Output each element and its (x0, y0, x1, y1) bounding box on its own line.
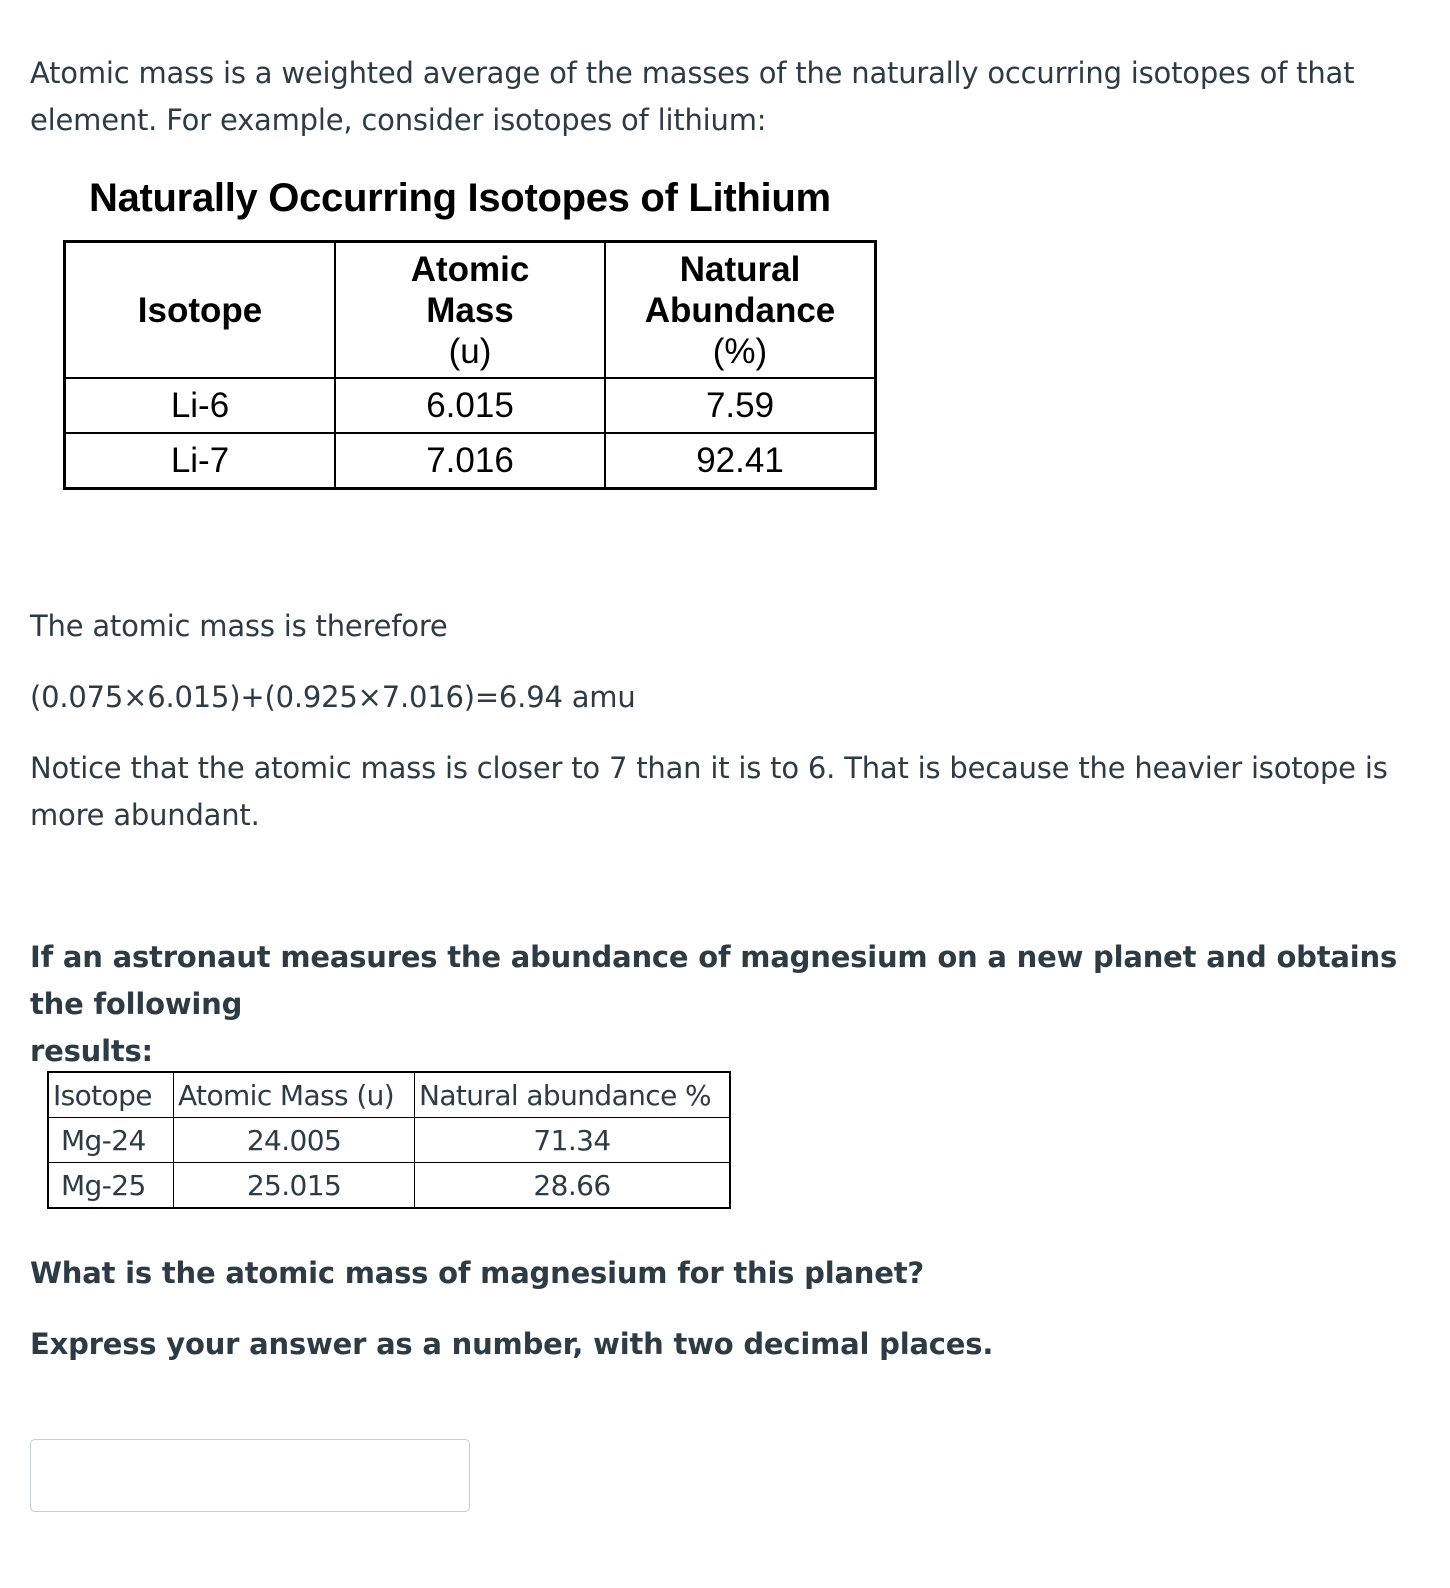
cell-mass: 24.005 (174, 1118, 415, 1163)
cell-mass: 6.015 (335, 378, 605, 433)
question-intro (30, 934, 1450, 1075)
cell-isotope: Li-6 (65, 378, 336, 433)
header-atomic-mass-line2: Mass (426, 290, 514, 330)
intro-line-2: element. For example, consider isotopes of lithium: (30, 103, 767, 137)
notice-line-2: more abundant. (30, 798, 260, 832)
equation-text: (0.075×6.015)+(0.925×7.016)=6.94 amu (30, 680, 636, 714)
header-abundance-unit: (%) (712, 331, 768, 371)
header-natural-abundance: Natural abundance % (415, 1072, 731, 1118)
notice-paragraph (30, 745, 1388, 839)
intro-paragraph (30, 50, 1354, 144)
lithium-isotope-table (63, 240, 877, 490)
cell-abundance: 28.66 (415, 1163, 731, 1209)
answer-input[interactable] (30, 1439, 470, 1512)
header-isotope: Isotope (65, 242, 336, 379)
instruction-text: Express your answer as a number, with two decimal places. (30, 1327, 994, 1361)
question-intro-line-2: results: (30, 1034, 153, 1068)
cell-mass: 25.015 (174, 1163, 415, 1209)
header-atomic-mass (335, 242, 605, 379)
header-abundance-line1: Natural (679, 249, 801, 289)
cell-abundance: 7.59 (605, 378, 876, 433)
cell-isotope: Li-7 (65, 433, 336, 489)
table-row (48, 1118, 730, 1163)
cell-abundance: 71.34 (415, 1118, 731, 1163)
question-text: What is the atomic mass of magnesium for this planet? (30, 1256, 925, 1290)
notice-line-1: Notice that the atomic mass is closer to 7 than it is to 6. That is because the heavier isotope is (30, 751, 1388, 785)
cell-isotope: Mg-24 (48, 1118, 174, 1163)
magnesium-isotope-table (47, 1071, 731, 1209)
table-row (48, 1163, 730, 1209)
header-natural-abundance (605, 242, 876, 379)
header-atomic-mass: Atomic Mass (u) (174, 1072, 415, 1118)
therefore-text: The atomic mass is therefore (30, 609, 448, 643)
header-atomic-mass-line1: Atomic (410, 249, 530, 289)
table-row (65, 433, 876, 489)
lithium-table-title: Naturally Occurring Isotopes of Lithium (89, 176, 831, 220)
cell-abundance: 92.41 (605, 433, 876, 489)
header-abundance-line2: Abundance (644, 290, 836, 330)
table-header-row (48, 1072, 730, 1118)
table-row (65, 378, 876, 433)
header-atomic-mass-unit: (u) (448, 331, 492, 371)
question-intro-line-1: If an astronaut measures the abundance of magnesium on a new planet and obtains the following (30, 940, 1398, 1021)
cell-isotope: Mg-25 (48, 1163, 174, 1209)
header-isotope: Isotope (48, 1072, 174, 1118)
cell-mass: 7.016 (335, 433, 605, 489)
table-header-row (65, 242, 876, 379)
intro-line-1: Atomic mass is a weighted average of the masses of the naturally occurring isotopes of that (30, 56, 1355, 90)
